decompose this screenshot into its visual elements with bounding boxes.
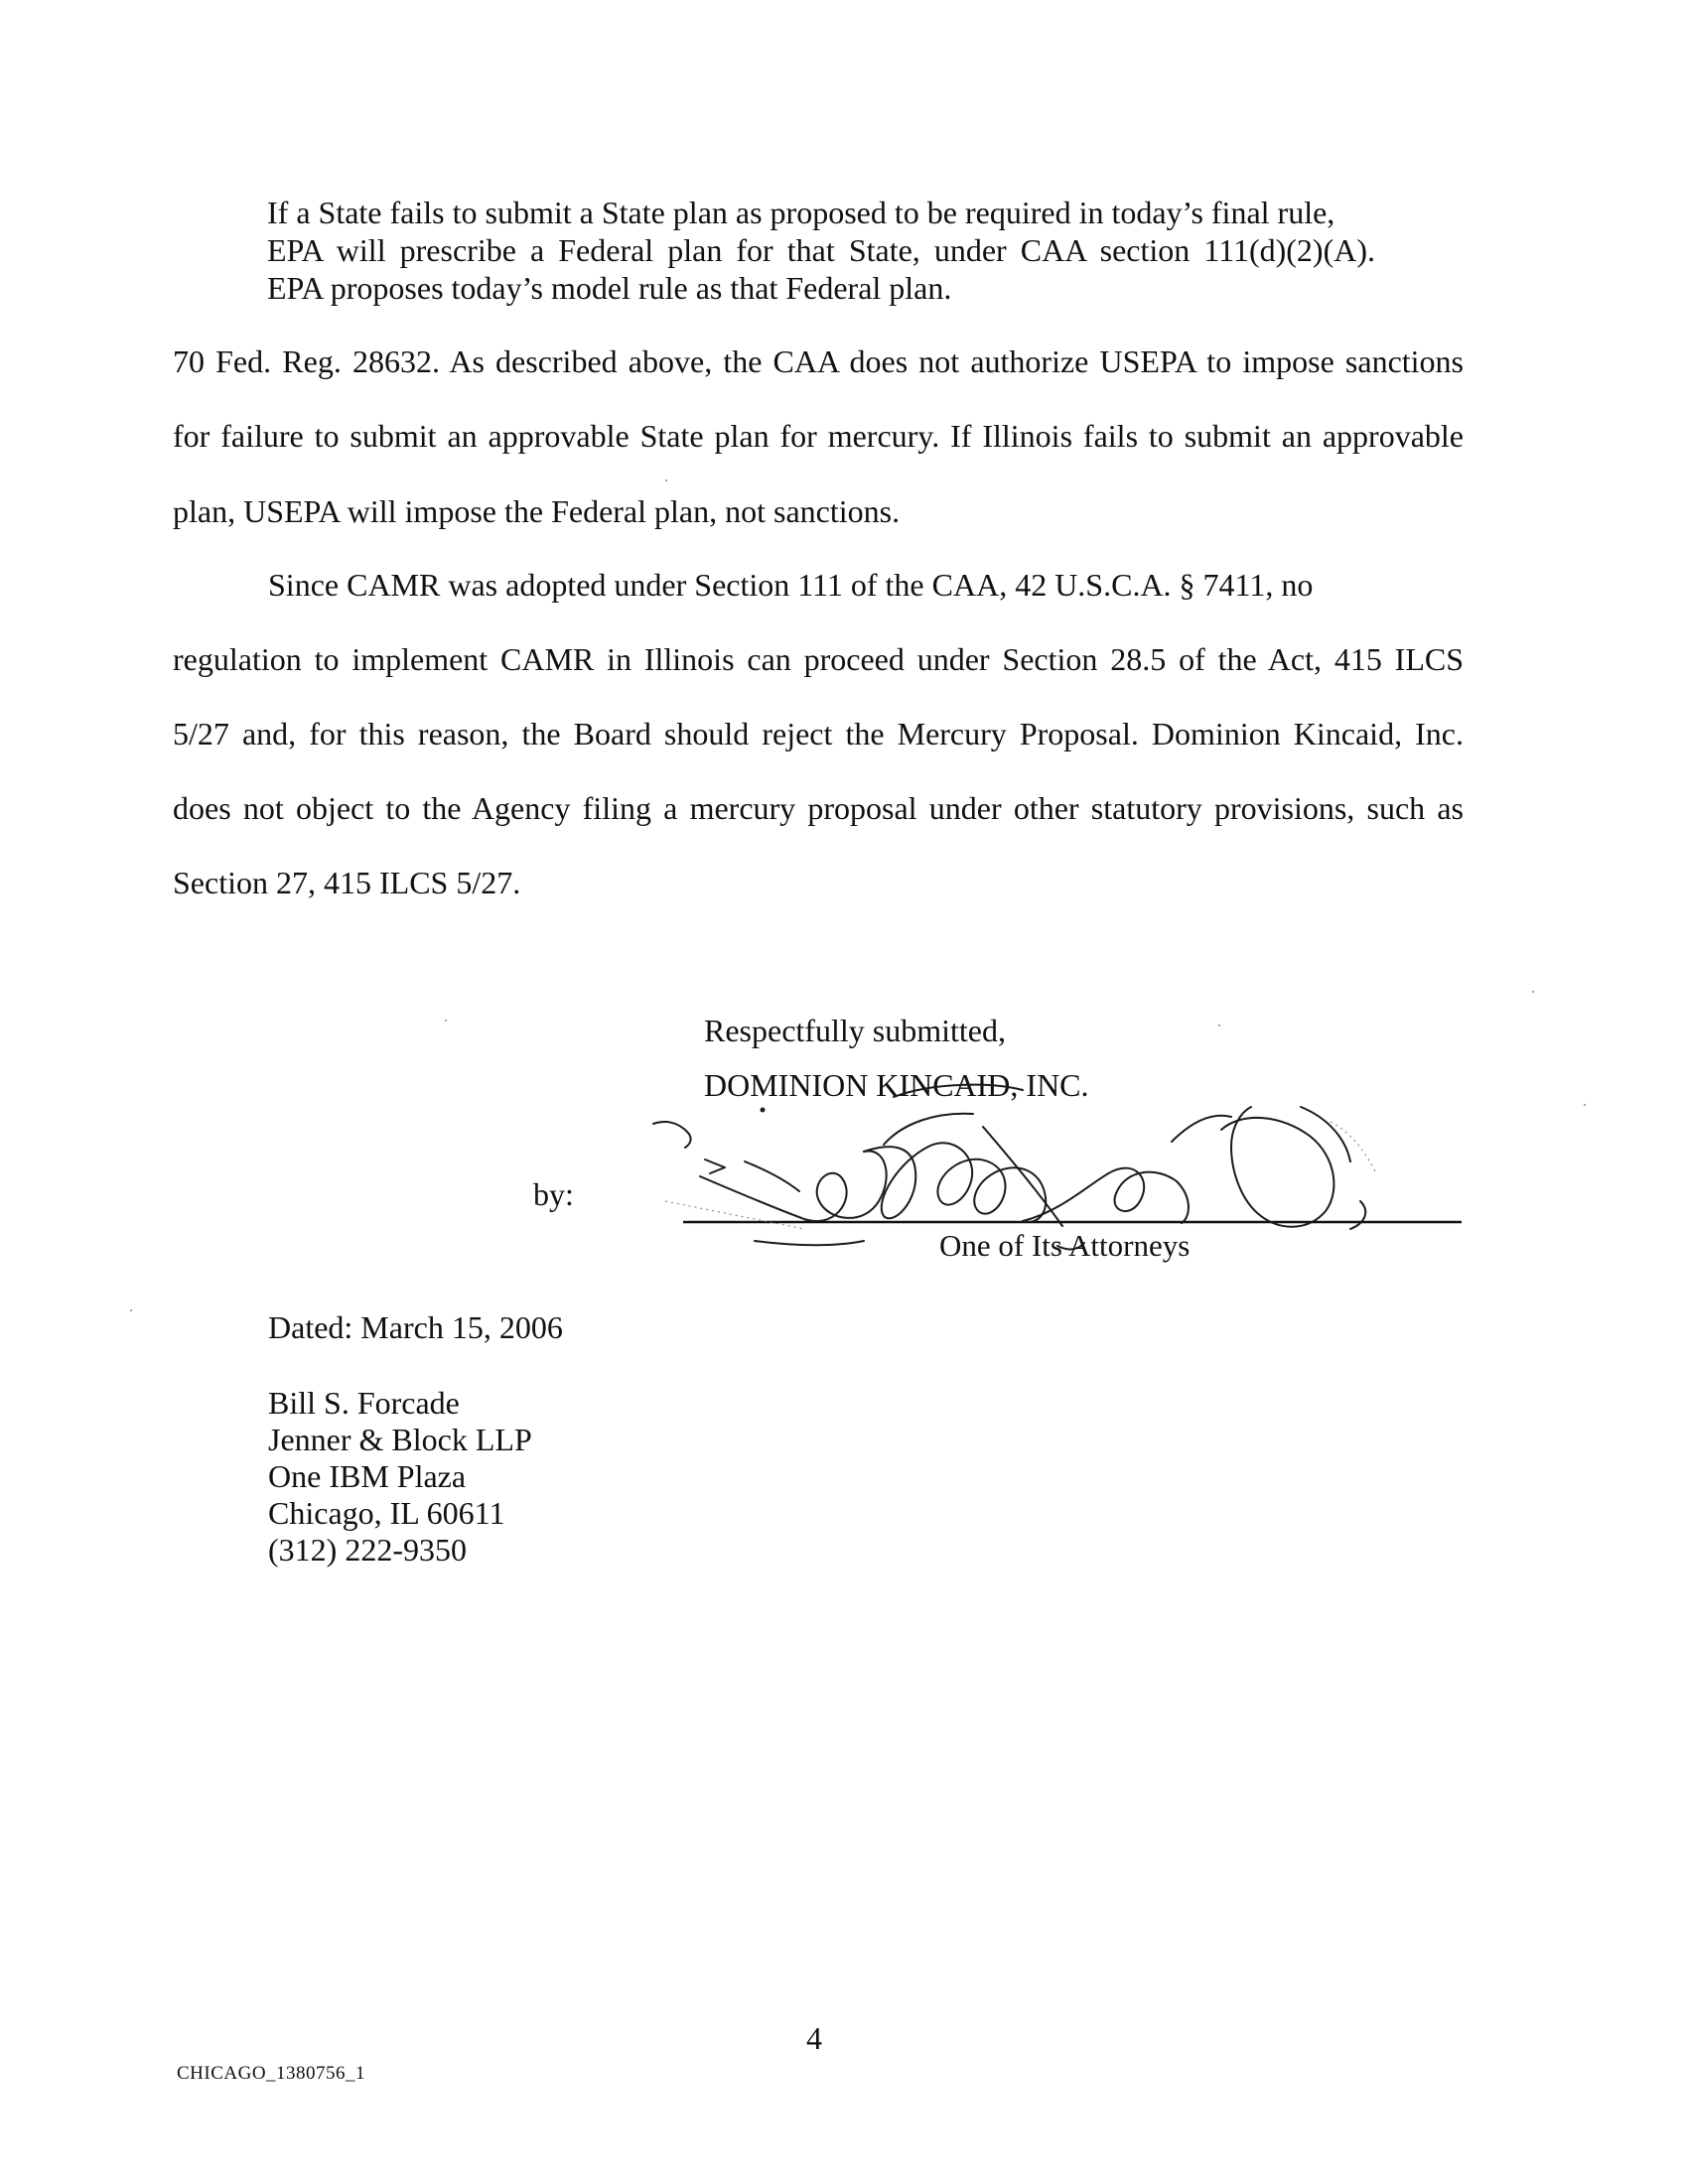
signer-role: One of Its Attorneys — [939, 1228, 1191, 1263]
scan-speck — [1532, 991, 1534, 993]
attorney-firm: Jenner & Block LLP — [268, 1422, 532, 1457]
quote-line-3: EPA proposes today’s model rule as that Federal plan. — [267, 270, 952, 306]
attorney-name: Bill S. Forcade — [268, 1385, 460, 1421]
scan-speck — [1218, 1024, 1220, 1026]
paragraph-2-line-1: Since CAMR was adopted under Section 111 of the CAA, 42 U.S.C.A. § 7411, no — [268, 567, 1314, 603]
attorney-address-2: Chicago, IL 60611 — [268, 1495, 505, 1531]
paragraph-2-line-2: regulation to implement CAMR in Illinois can proceed under Section 28.5 of the Act, 415 ILCS — [173, 641, 1464, 677]
paragraph-1-line-1: 70 Fed. Reg. 28632. As described above, the CAA does not authorize USEPA to impose sanctions — [173, 343, 1464, 379]
paragraph-2-line-5: Section 27, 415 ILCS 5/27. — [173, 865, 521, 900]
scan-speck — [445, 1020, 447, 1022]
attorney-address-1: One IBM Plaza — [268, 1458, 467, 1494]
dated-line: Dated: March 15, 2006 — [268, 1309, 563, 1345]
company-name: DOMINION KINCAID, INC. — [704, 1067, 1089, 1103]
quote-line-1: If a State fails to submit a State plan as proposed to be required in today’s final rule, — [267, 195, 1335, 230]
paragraph-1-line-3: plan, USEPA will impose the Federal plan, not sanctions. — [173, 493, 901, 529]
document-id: CHICAGO_1380756_1 — [177, 2063, 366, 2084]
page-number: 4 — [806, 2020, 822, 2056]
attorney-phone: (312) 222-9350 — [268, 1532, 467, 1568]
closing-text: Respectfully submitted, — [704, 1013, 1006, 1048]
quote-line-2: EPA will prescribe a Federal plan for that State, under CAA section 111(d)(2)(A). — [267, 232, 1375, 268]
paragraph-1-line-2: for failure to submit an approvable State plan for mercury. If Illinois fails to submit an approvable — [173, 418, 1464, 454]
by-label: by: — [533, 1176, 574, 1212]
scan-speck — [665, 479, 667, 481]
scan-speck — [130, 1309, 132, 1311]
paragraph-2-line-3: 5/27 and, for this reason, the Board should reject the Mercury Proposal. Dominion Kincaid, Inc. — [173, 716, 1464, 751]
paragraph-2-line-4: does not object to the Agency filing a mercury proposal under other statutory provisions, such as — [173, 790, 1464, 826]
scan-speck — [1584, 1104, 1586, 1106]
